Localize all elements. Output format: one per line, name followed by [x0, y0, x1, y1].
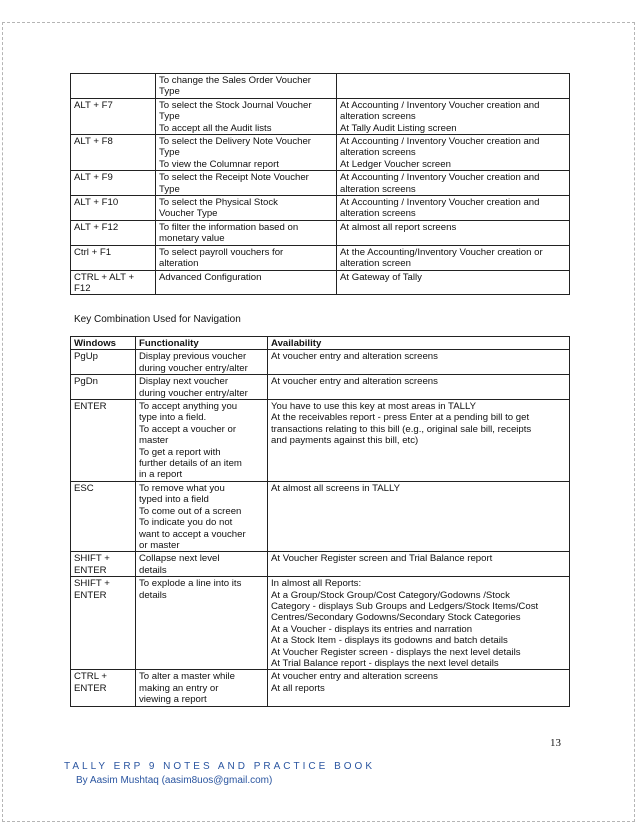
table-cell: ALT + F8	[71, 135, 156, 171]
table-cell: At voucher entry and alteration screens	[268, 350, 570, 375]
table-cell: At Accounting / Inventory Voucher creation and alteration screens At Tally Audit Listing screen	[337, 98, 570, 134]
table-cell: PgUp	[71, 350, 136, 375]
table-cell: To select the Receipt Note Voucher Type	[156, 171, 337, 196]
shortcut-table	[70, 73, 570, 295]
table-cell: To filter the information based on monetary value	[156, 220, 337, 245]
table-cell: Advanced Configuration	[156, 270, 337, 295]
column-header: Availability	[268, 337, 570, 350]
table-cell: At almost all report screens	[337, 220, 570, 245]
table-cell: At Accounting / Inventory Voucher creation and alteration screens	[337, 196, 570, 221]
table-cell: You have to use this key at most areas in TALLY At the receivables report - press Enter at a pending bill to get transactions relating to this bill (e.g., original sale bill, receipts and payments against this bill, etc)	[268, 400, 570, 482]
table-cell: ALT + F10	[71, 196, 156, 221]
table-row	[71, 400, 570, 482]
table-row	[71, 481, 570, 551]
table-cell: To select the Stock Journal Voucher Type To accept all the Audit lists	[156, 98, 337, 134]
table-cell: Display next voucher during voucher entry/alter	[136, 375, 268, 400]
table-cell: Display previous voucher during voucher entry/alter	[136, 350, 268, 375]
table-cell: To explode a line into its details	[136, 577, 268, 670]
table-row	[71, 270, 570, 295]
table-cell	[71, 74, 156, 99]
table-row	[71, 98, 570, 134]
table-cell: To select payroll vouchers for alteration	[156, 245, 337, 270]
table-header-row	[71, 337, 570, 350]
table-cell: CTRL + ENTER	[71, 670, 136, 706]
table-cell: At voucher entry and alteration screens	[268, 375, 570, 400]
table-cell: ALT + F12	[71, 220, 156, 245]
table-cell: To select the Delivery Note Voucher Type To view the Columnar report	[156, 135, 337, 171]
table-row	[71, 350, 570, 375]
page-number: 13	[550, 737, 561, 749]
table-cell: At Gateway of Tally	[337, 270, 570, 295]
column-header: Functionality	[136, 337, 268, 350]
table-cell: To alter a master while making an entry or viewing a report	[136, 670, 268, 706]
table-cell: ALT + F9	[71, 171, 156, 196]
table-cell: At voucher entry and alteration screens At all reports	[268, 670, 570, 706]
table-cell: PgDn	[71, 375, 136, 400]
table-cell: To change the Sales Order Voucher Type	[156, 74, 337, 99]
section-caption: Key Combination Used for Navigation	[74, 314, 241, 325]
table-cell: ALT + F7	[71, 98, 156, 134]
table-cell: SHIFT + ENTER	[71, 552, 136, 577]
footer-title: TALLY ERP 9 NOTES AND PRACTICE BOOK	[64, 761, 375, 772]
table-cell: Ctrl + F1	[71, 245, 156, 270]
table-cell: At Voucher Register screen and Trial Balance report	[268, 552, 570, 577]
table-row	[71, 135, 570, 171]
table-cell: ESC	[71, 481, 136, 551]
table-cell: At almost all screens in TALLY	[268, 481, 570, 551]
table-cell: SHIFT + ENTER	[71, 577, 136, 670]
navigation-table	[70, 336, 570, 707]
table-row	[71, 196, 570, 221]
table-cell: At the Accounting/Inventory Voucher creation or alteration screen	[337, 245, 570, 270]
table-cell	[337, 74, 570, 99]
table-row	[71, 74, 570, 99]
table-cell: ENTER	[71, 400, 136, 482]
table-cell: Collapse next level details	[136, 552, 268, 577]
table-cell: To remove what you typed into a field To come out of a screen To indicate you do not want to accept a voucher or master	[136, 481, 268, 551]
table-cell: In almost all Reports: At a Group/Stock Group/Cost Category/Godowns /Stock Category - displays Sub Groups and Ledgers/Stock Items/Cost Centres/Secondary Godowns/Secondary Stock Categories At a Voucher - displays its entries and narration At a Stock Item - displays its godowns and batch details At Voucher Register screen - displays the next level details At Trial Balance report - displays the next level details	[268, 577, 570, 670]
table-row	[71, 220, 570, 245]
table-row	[71, 670, 570, 706]
table-cell: To accept anything you type into a field. To accept a voucher or master To get a report with further details of an item in a report	[136, 400, 268, 482]
table-cell: To select the Physical Stock Voucher Type	[156, 196, 337, 221]
footer-author: By Aasim Mushtaq (aasim8uos@gmail.com)	[76, 775, 273, 786]
table-row	[71, 245, 570, 270]
table-cell: At Accounting / Inventory Voucher creation and alteration screens	[337, 171, 570, 196]
table-row	[71, 552, 570, 577]
table-row	[71, 577, 570, 670]
column-header: Windows	[71, 337, 136, 350]
table-cell: CTRL + ALT + F12	[71, 270, 156, 295]
table-row	[71, 375, 570, 400]
table-row	[71, 171, 570, 196]
table-cell: At Accounting / Inventory Voucher creation and alteration screens At Ledger Voucher screen	[337, 135, 570, 171]
